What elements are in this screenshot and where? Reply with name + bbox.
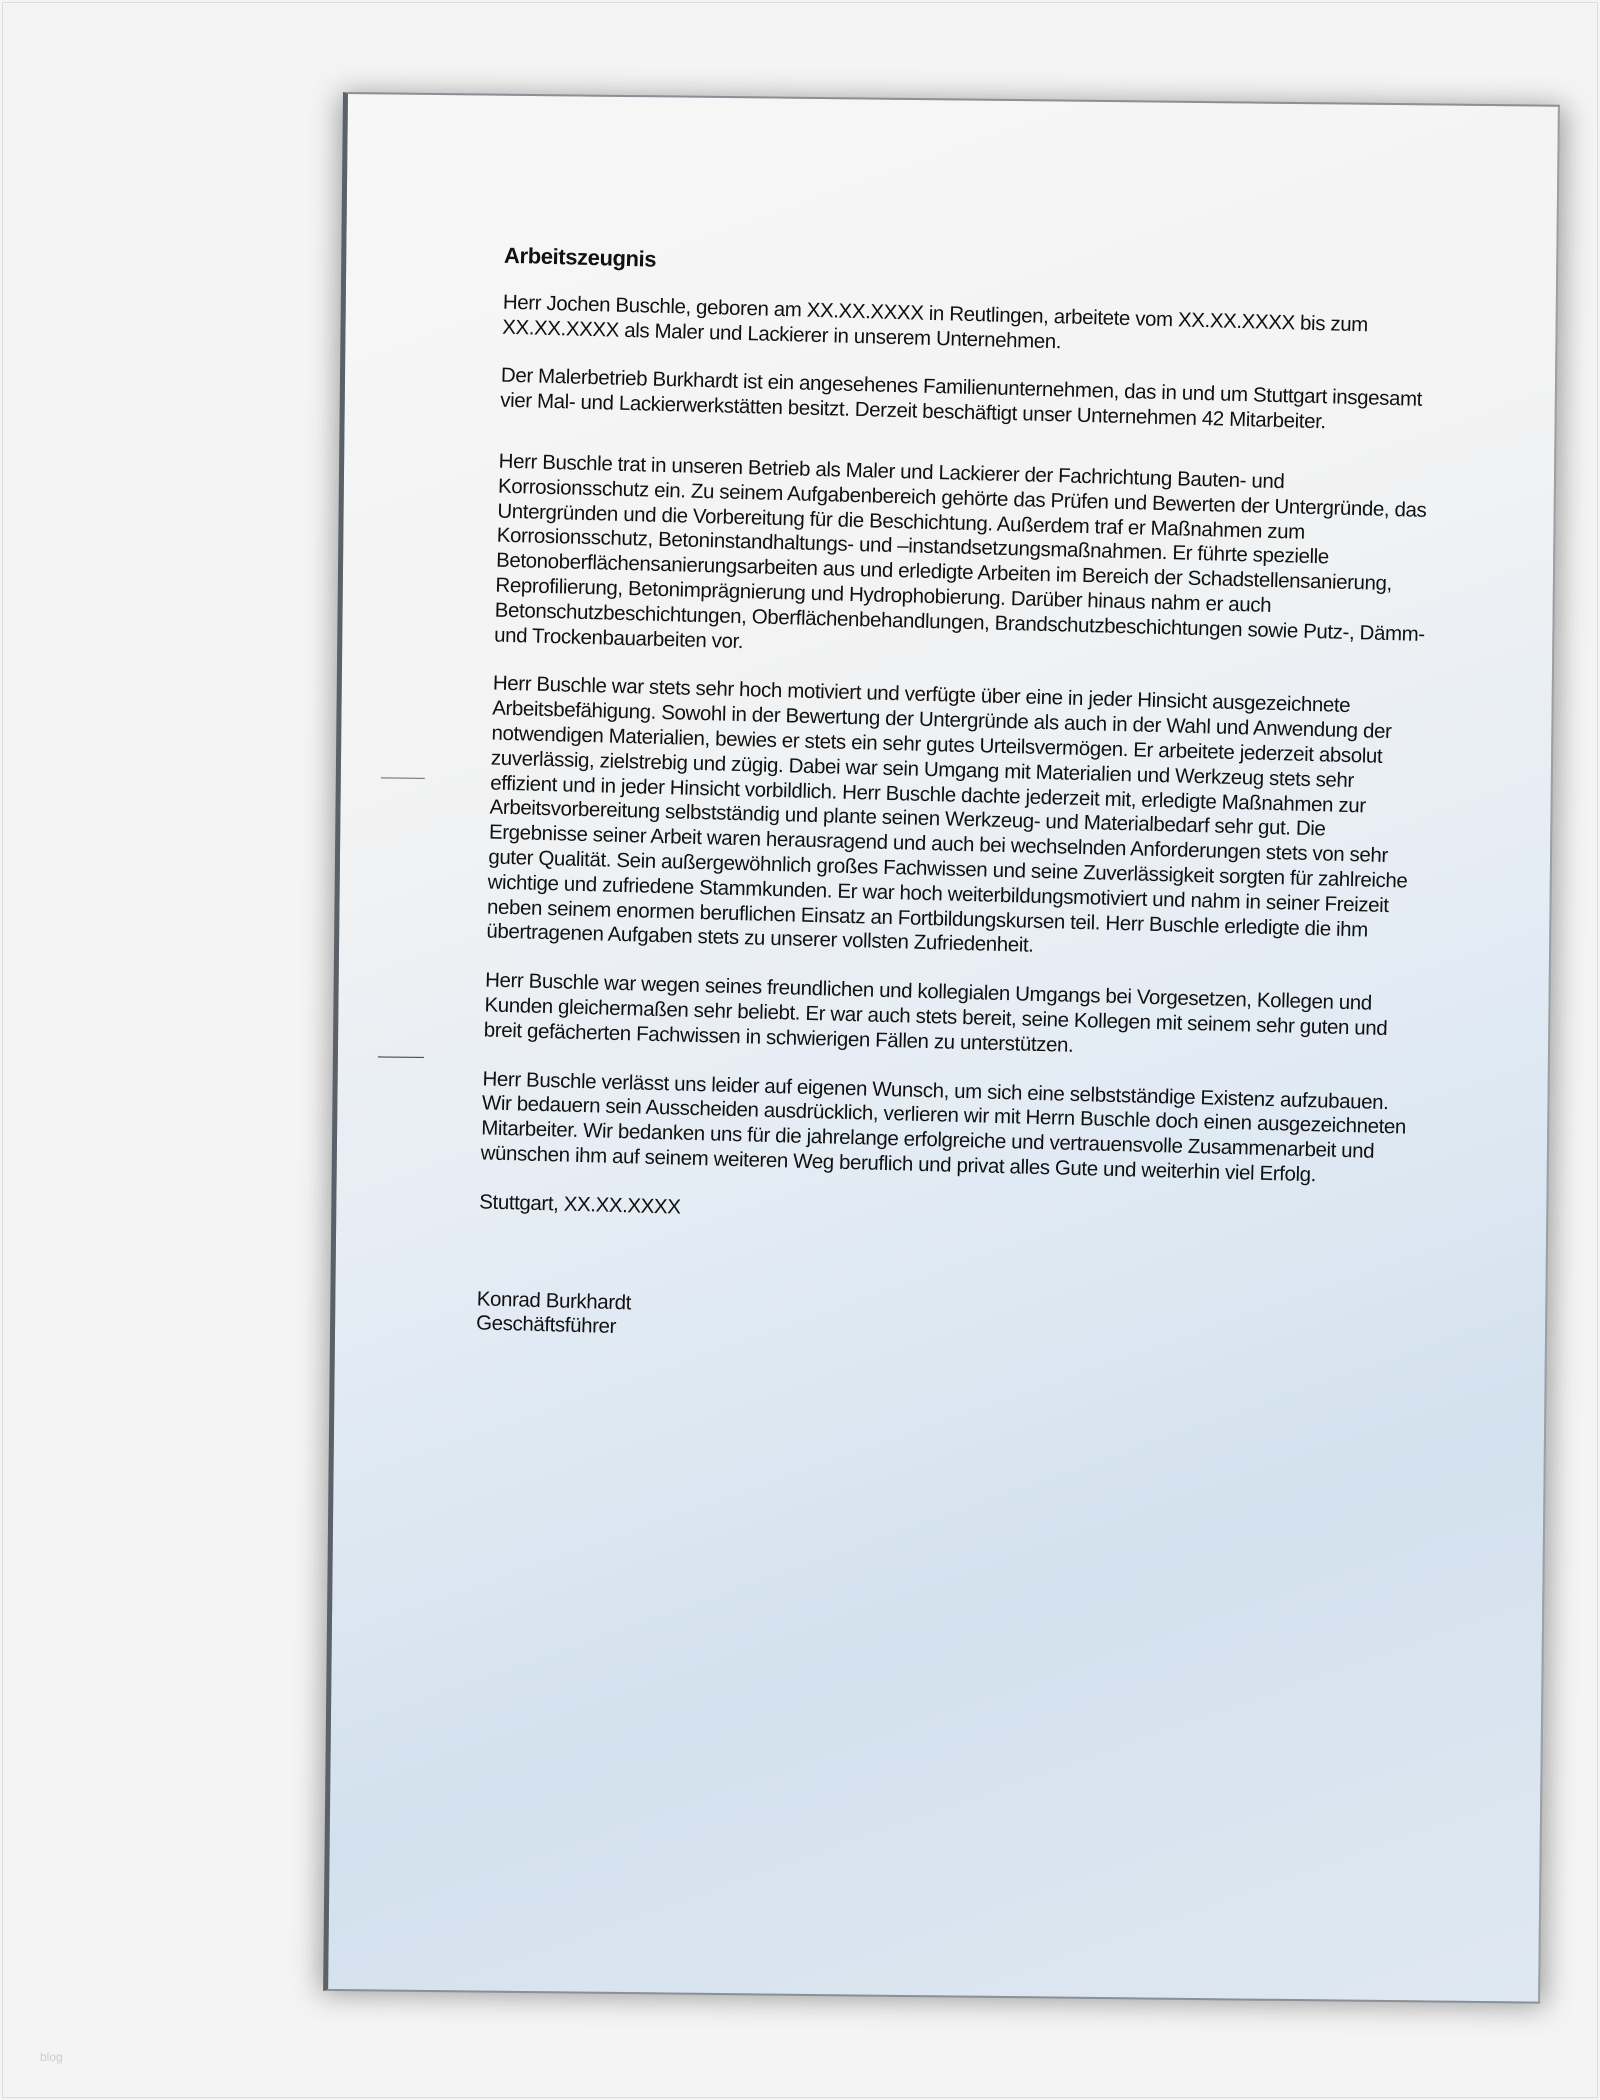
- paragraph: Herr Buschle war wegen seines freundlichen und kollegialen Umgangs bei Vorgesetzen, Kollegen und Kunden gleichermaßen sehr beliebt. Er war auch stets bereit, seine Kollegen mit seinem sehr guten und breit gefächerten Fachwissen in schwierigen Fällen zu unterstützen.: [483, 968, 1388, 1057]
- signer-name: Konrad Burkhardt: [476, 1286, 632, 1314]
- paragraph: Herr Buschle war stets sehr hoch motiviert und verfügte über eine in jeder Hinsicht ausgezeichnete Arbeitsbefähigung. Sowohl in der Bewertung der Untergründe als auch in der Wahl und Anwendung der notwendigen Materialien, bewies er stets ein sehr gutes Urteilsvermögen. Er arbeitete jederzeit absolut zuverlässig, zielstrebig und zügig. Dabei war sein Umgang mit Materialien und Werkzeug stets sehr effizient und in jeder Hinsicht vorbildlich. Herr Buschle dachte jederzeit mit, erledigte Maßnahmen zur Arbeitsvorbereitung selbstständig und plante seinen Werkzeug- und Materialbedarf sehr gut. Die Ergebnisse seiner Arbeit waren herausragend und auch bei wechselnden Anforderungen stets von sehr guter Qualität. Sein außergewöhnlich großes Fachwissen und seine Zuverlässigkeit sorgten für zahlreiche wichtige und zufriedene Stammkunden. Er war hoch weiterbildungsmotiviert und nahm in seiner Freizeit neben seinem enormen beruflichen Einsatz an Fortbildungskursen teil. Herr Buschle erledigte die ihm übertragenen Aufgaben stets zu unserer vollsten Zufriedenheit.: [486, 671, 1408, 958]
- signer-title: Geschäftsführer: [475, 1311, 617, 1339]
- watermark: blog: [40, 2050, 63, 2064]
- paragraph: Herr Buschle verlässt uns leider auf eigenen Wunsch, um sich eine selbstständige Existenz aufzubauen. Wir bedauern sein Ausscheiden ausdrücklich, verlieren wir mit Herrn Buschle doch einen ausgezeichneten Mitarbeiter. Wir bedanken uns für die jahrelange erfolgreiche und vertrauensvolle Zusammenarbeit und wünschen ihm auf seinem weiteren Weg beruflich und privat alles Gute und weiterhin viel Erfolg.: [480, 1066, 1407, 1187]
- fold-mark: [381, 777, 425, 778]
- punch-mark: [378, 1056, 424, 1057]
- paragraph: Herr Buschle trat in unseren Betrieb als Maler und Lackierer der Fachrichtung Bauten- und Korrosionsschutz ein. Zu seinem Aufgabenbereich gehörte das Prüfen und Bewerten der Untergründe, das Untergründen und die Vorbereitung für die Beschichtung. Außerdem traf er Maßnahmen zum Korrosionsschutz, Betoninstandhaltungs- und –instandsetzungsmaßnahmen. Er führte spezielle Betonoberflächensanierungsarbeiten aus und erledigte Arbeiten im Bereich der Schadstellensanierung, Reprofilierung, Betonimprägnierung und Hydrophobierung. Darüber hinaus nahm er auch Betonschutzbeschichtungen, Oberflächenbehandlungen, Brandschutzbeschichtungen sowie Putz-, Dämm- und Trockenbauarbeiten vor.: [493, 449, 1427, 653]
- paragraph: Der Malerbetrieb Burkhardt ist ein angesehenes Familienunternehmen, das in und um Stuttgart insgesamt vier Mal- und Lackierwerkstätten besitzt. Derzeit beschäftigt unser Unternehmen 42 Mitarbeiter.: [500, 364, 1423, 434]
- paragraph: Herr Jochen Buschle, geboren am XX.XX.XXXX in Reutlingen, arbeitete vom XX.XX.XXXX bis zum XX.XX.XXXX als Maler und Lackierer in unserem Unternehmen.: [501, 290, 1369, 353]
- document-title: Arbeitszeugnis: [503, 242, 657, 272]
- document-page: [323, 92, 1560, 2004]
- document-body: [476, 244, 1439, 1361]
- place-date: Stuttgart, XX.XX.XXXX: [479, 1190, 681, 1219]
